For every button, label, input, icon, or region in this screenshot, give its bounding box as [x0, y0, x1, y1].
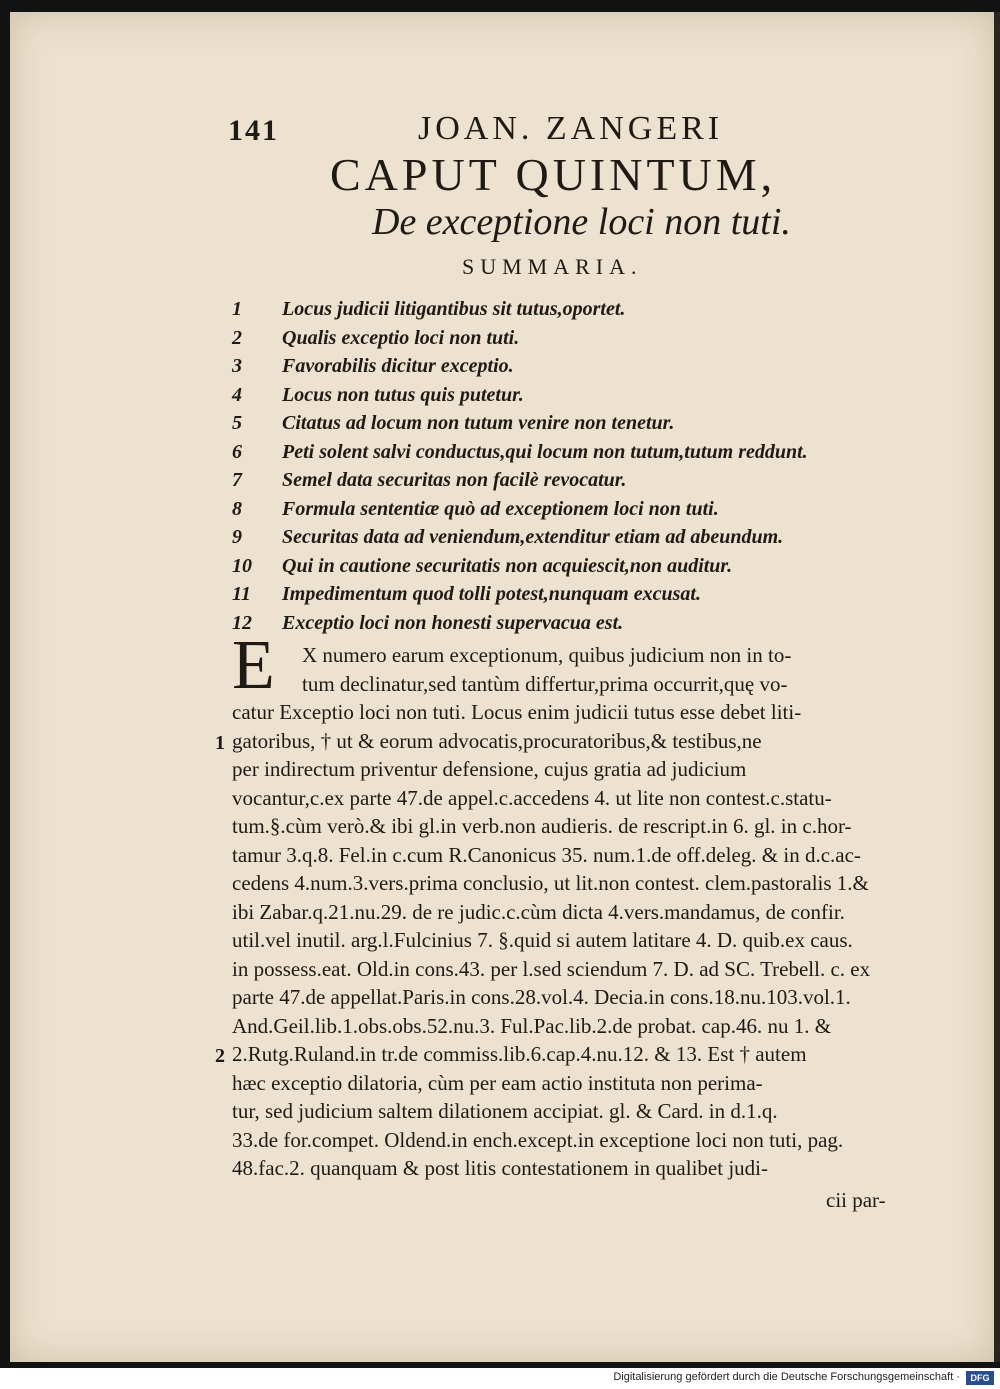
- catchword: cii par-: [826, 1188, 886, 1212]
- digitization-credit: Digitalisierung gefördert durch die Deutsche Forschungsgemeinschaft ·: [613, 1371, 960, 1383]
- chapter-subtitle: De exceptione loci non tuti.: [372, 201, 791, 243]
- summaria-item: [232, 355, 514, 383]
- summaria-item: [232, 441, 808, 469]
- dfg-logo: DFG: [966, 1371, 994, 1385]
- body-line: gatoribus, † ut & eorum advocatis,procuratoribus,& testibus,ne: [232, 728, 762, 753]
- summaria-item-number: 12: [232, 611, 252, 634]
- summaria-item-text: Securitas data ad veniendum,extenditur etiam ad abeundum.: [282, 526, 784, 548]
- body-line: catur Exceptio loci non tuti. Locus enim judicii tutus esse debet liti-: [232, 700, 802, 724]
- summaria-item-text: Formula sententiæ quò ad exceptionem loci non tuti.: [282, 497, 719, 520]
- summaria-item: [232, 612, 623, 640]
- body-line: util.vel inutil. arg.l.Fulcinius 7. §.quid si autem latitare 4. D. quib.ex caus.: [232, 928, 853, 952]
- footer-bar: [0, 1368, 1000, 1389]
- body-line: in possess.eat. Old.in cons.43. per l.sed sciendum 7. D. ad SC. Trebell. c. ex: [232, 956, 871, 981]
- summaria-item-text: Semel data securitas non facilè revocatur.: [282, 469, 627, 491]
- summaria-item: [232, 469, 626, 497]
- body-line: 48.fac.2. quanquam & post litis contestationem in qualibet judi-: [232, 1156, 768, 1180]
- running-head-author: JOAN. ZANGERI: [418, 110, 724, 147]
- summaria-item-number: 10: [232, 554, 252, 577]
- page-number: 141: [228, 114, 279, 147]
- summaria-item: [232, 526, 783, 554]
- summaria-item-number: 7: [232, 469, 242, 491]
- body-line: parte 47.de appellat.Paris.in cons.28.vol.4. Decia.in cons.18.nu.103.vol.1.: [232, 985, 851, 1009]
- summaria-item-text: Locus judicii litigantibus sit tutus,oportet.: [282, 298, 626, 320]
- summaria-item: [232, 583, 701, 611]
- body-line: cedens 4.num.3.vers.prima conclusio, ut lit.non contest. clem.pastoralis 1.&: [232, 871, 869, 895]
- summaria-item-text: Peti solent salvi conductus,qui locum non tutum,tutum reddunt.: [282, 440, 808, 463]
- summaria-item-number: 11: [232, 583, 251, 605]
- summaria-item-text: Favorabilis dicitur exceptio.: [282, 355, 514, 377]
- summaria-item: [232, 498, 719, 526]
- body-line: 33.de for.compet. Oldend.in ench.except.in exceptione loci non tuti, pag.: [232, 1127, 844, 1152]
- body-line: vocantur,c.ex parte 47.de appel.c.accedens 4. ut lite non contest.c.statu-: [232, 785, 832, 810]
- summaria-item-text: Qui in cautione securitatis non acquiescit,non auditur.: [282, 554, 733, 577]
- body-line: tum declinatur,sed tantùm differtur,prima occurrit,quę vo-: [302, 671, 788, 696]
- summaria-item-number: 9: [232, 526, 242, 548]
- page-edge: [994, 12, 1000, 1362]
- summaria-item-number: 6: [232, 440, 242, 463]
- body-line: And.Geil.lib.1.obs.obs.52.nu.3. Ful.Pac.lib.2.de probat. cap.46. nu 1. &: [232, 1013, 832, 1038]
- summaria-item-number: 2: [232, 326, 242, 349]
- summaria-item-number: 5: [232, 412, 242, 434]
- summaria-item: [232, 412, 674, 440]
- summaria-heading: SUMMARIA.: [462, 254, 643, 279]
- summaria-item-number: 1: [232, 298, 242, 320]
- body-line: ibi Zabar.q.21.nu.29. de re judic.c.cùm dicta 4.vers.mandamus, de confir.: [232, 899, 845, 924]
- body-line: hæc exceptio dilatoria, cùm per eam actio instituta non perima-: [232, 1070, 763, 1095]
- summaria-item-number: 8: [232, 497, 242, 520]
- body-line: X numero earum exceptionum, quibus judicium non in to-: [302, 643, 792, 667]
- body-line: 2.Rutg.Ruland.in tr.de commiss.lib.6.cap.4.nu.12. & 13. Est † autem: [232, 1042, 807, 1066]
- margin-note-number: 1: [215, 731, 225, 754]
- body-line: per indirectum priventur defensione, cujus gratia ad judicium: [232, 757, 747, 781]
- summaria-item-number: 3: [232, 355, 242, 377]
- body-line: tum.§.cùm verò.& ibi gl.in verb.non audieris. de rescript.in 6. gl. in c.hor-: [232, 814, 852, 838]
- summaria-item: [232, 384, 524, 412]
- chapter-title: CAPUT QUINTUM,: [330, 149, 777, 200]
- body-line: tamur 3.q.8. Fel.in c.cum R.Canonicus 35. num.1.de off.deleg. & in d.c.ac-: [232, 842, 861, 867]
- summaria-item-text: Exceptio loci non honesti supervacua est.: [282, 611, 624, 634]
- summaria-item-text: Impedimentum quod tolli potest,nunquam excusat.: [282, 583, 701, 605]
- drop-cap: E: [232, 627, 275, 704]
- summaria-item-text: Locus non tutus quis putetur.: [282, 383, 524, 406]
- summaria-item-number: 4: [232, 383, 242, 406]
- summaria-item: [232, 327, 519, 355]
- summaria-item-text: Citatus ad locum non tutum venire non tenetur.: [282, 412, 675, 434]
- summaria-item-text: Qualis exceptio loci non tuti.: [282, 326, 520, 349]
- body-line: tur, sed judicium saltem dilationem accipiat. gl. & Card. in d.1.q.: [232, 1099, 778, 1123]
- summaria-item: [232, 298, 625, 326]
- margin-note-number: 2: [215, 1045, 225, 1067]
- running-header: [228, 110, 768, 150]
- summaria-item: [232, 555, 732, 583]
